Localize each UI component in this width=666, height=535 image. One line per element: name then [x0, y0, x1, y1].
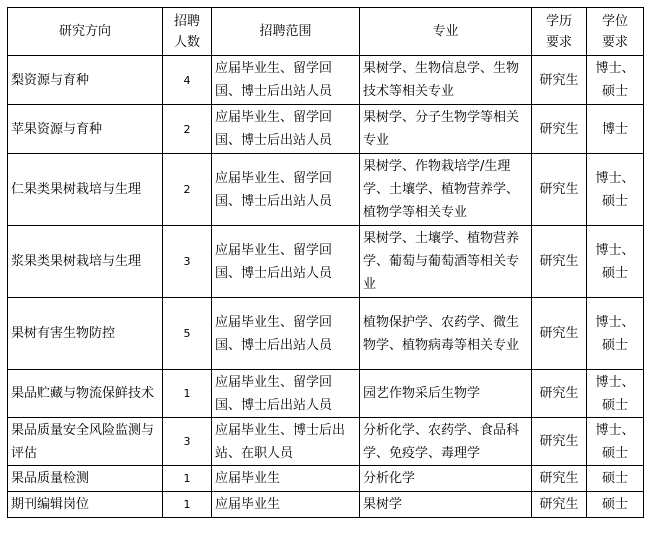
header-degree: [587, 8, 644, 56]
cell-education: 研究生: [532, 466, 587, 492]
cell-education: 研究生: [532, 154, 587, 226]
header-degree-text: 学位 要求: [601, 13, 628, 50]
cell-scope: 应届毕业生、留学回国、博士后出站人员: [212, 370, 360, 418]
cell-count: 3: [163, 418, 212, 466]
cell-education: 研究生: [532, 492, 587, 518]
table-row: [8, 418, 644, 466]
cell-degree: 博士、 硕士: [587, 418, 644, 466]
cell-count: 2: [163, 105, 212, 154]
cell-major: 植物保护学、农药学、微生物学、植物病毒等相关专业: [360, 298, 532, 370]
cell-degree: 博士、 硕士: [587, 154, 644, 226]
cell-major: 果树学: [360, 492, 532, 518]
cell-scope: 应届毕业生: [212, 466, 360, 492]
cell-scope: 应届毕业生、留学回国、博士后出站人员: [212, 154, 360, 226]
cell-scope: 应届毕业生、留学回国、博士后出站人员: [212, 226, 360, 298]
header-row: [8, 8, 644, 56]
header-direction: 研究方向: [8, 8, 163, 56]
cell-scope: 应届毕业生、留学回国、博士后出站人员: [212, 56, 360, 105]
cell-count: 1: [163, 492, 212, 518]
cell-count: 2: [163, 154, 212, 226]
cell-education: 研究生: [532, 56, 587, 105]
cell-scope: 应届毕业生、留学回国、博士后出站人员: [212, 298, 360, 370]
header-major: 专业: [360, 8, 532, 56]
table-row: [8, 226, 644, 298]
cell-direction: 期刊编辑岗位: [8, 492, 163, 518]
table-row: [8, 56, 644, 105]
cell-count: 4: [163, 56, 212, 105]
cell-count: 3: [163, 226, 212, 298]
cell-major: 果树学、生物信息学、生物技术等相关专业: [360, 56, 532, 105]
table-row: [8, 492, 644, 518]
cell-major: 园艺作物采后生物学: [360, 370, 532, 418]
cell-count: 1: [163, 370, 212, 418]
cell-major: 果树学、土壤学、植物营养学、葡萄与葡萄酒等相关专业: [360, 226, 532, 298]
cell-direction: 果树有害生物防控: [8, 298, 163, 370]
header-education-text: 学历 要求: [545, 13, 572, 50]
cell-education: 研究生: [532, 370, 587, 418]
cell-count: 5: [163, 298, 212, 370]
cell-degree: 硕士: [587, 492, 644, 518]
cell-scope: 应届毕业生、留学回国、博士后出站人员: [212, 105, 360, 154]
table-row: [8, 154, 644, 226]
cell-major: 果树学、作物栽培学/生理学、土壤学、植物营养学、植物学等相关专业: [360, 154, 532, 226]
cell-major: 分析化学: [360, 466, 532, 492]
header-education: [532, 8, 587, 56]
table-row: [8, 370, 644, 418]
cell-education: 研究生: [532, 226, 587, 298]
header-count: [163, 8, 212, 56]
cell-direction: 梨资源与育种: [8, 56, 163, 105]
cell-scope: 应届毕业生、博士后出站、在职人员: [212, 418, 360, 466]
cell-direction: 果品质量安全风险监测与评估: [8, 418, 163, 466]
cell-major: 分析化学、农药学、食品科学、免疫学、毒理学: [360, 418, 532, 466]
cell-degree: 硕士: [587, 466, 644, 492]
cell-degree: 博士、 硕士: [587, 56, 644, 105]
cell-direction: 浆果类果树栽培与生理: [8, 226, 163, 298]
cell-education: 研究生: [532, 105, 587, 154]
cell-degree: 博士、 硕士: [587, 370, 644, 418]
recruitment-table: [7, 7, 644, 518]
cell-degree: 博士、 硕士: [587, 226, 644, 298]
cell-degree: 博士、 硕士: [587, 298, 644, 370]
table-row: [8, 466, 644, 492]
cell-major: 果树学、分子生物学等相关专业: [360, 105, 532, 154]
cell-education: 研究生: [532, 298, 587, 370]
table-row: [8, 298, 644, 370]
cell-direction: 苹果资源与育种: [8, 105, 163, 154]
cell-direction: 果品质量检测: [8, 466, 163, 492]
header-count-text: 招聘 人数: [173, 13, 200, 50]
cell-education: 研究生: [532, 418, 587, 466]
table-row: [8, 105, 644, 154]
cell-direction: 仁果类果树栽培与生理: [8, 154, 163, 226]
cell-scope: 应届毕业生: [212, 492, 360, 518]
cell-degree: 博士: [587, 105, 644, 154]
header-scope: 招聘范围: [212, 8, 360, 56]
cell-direction: 果品贮藏与物流保鲜技术: [8, 370, 163, 418]
cell-count: 1: [163, 466, 212, 492]
